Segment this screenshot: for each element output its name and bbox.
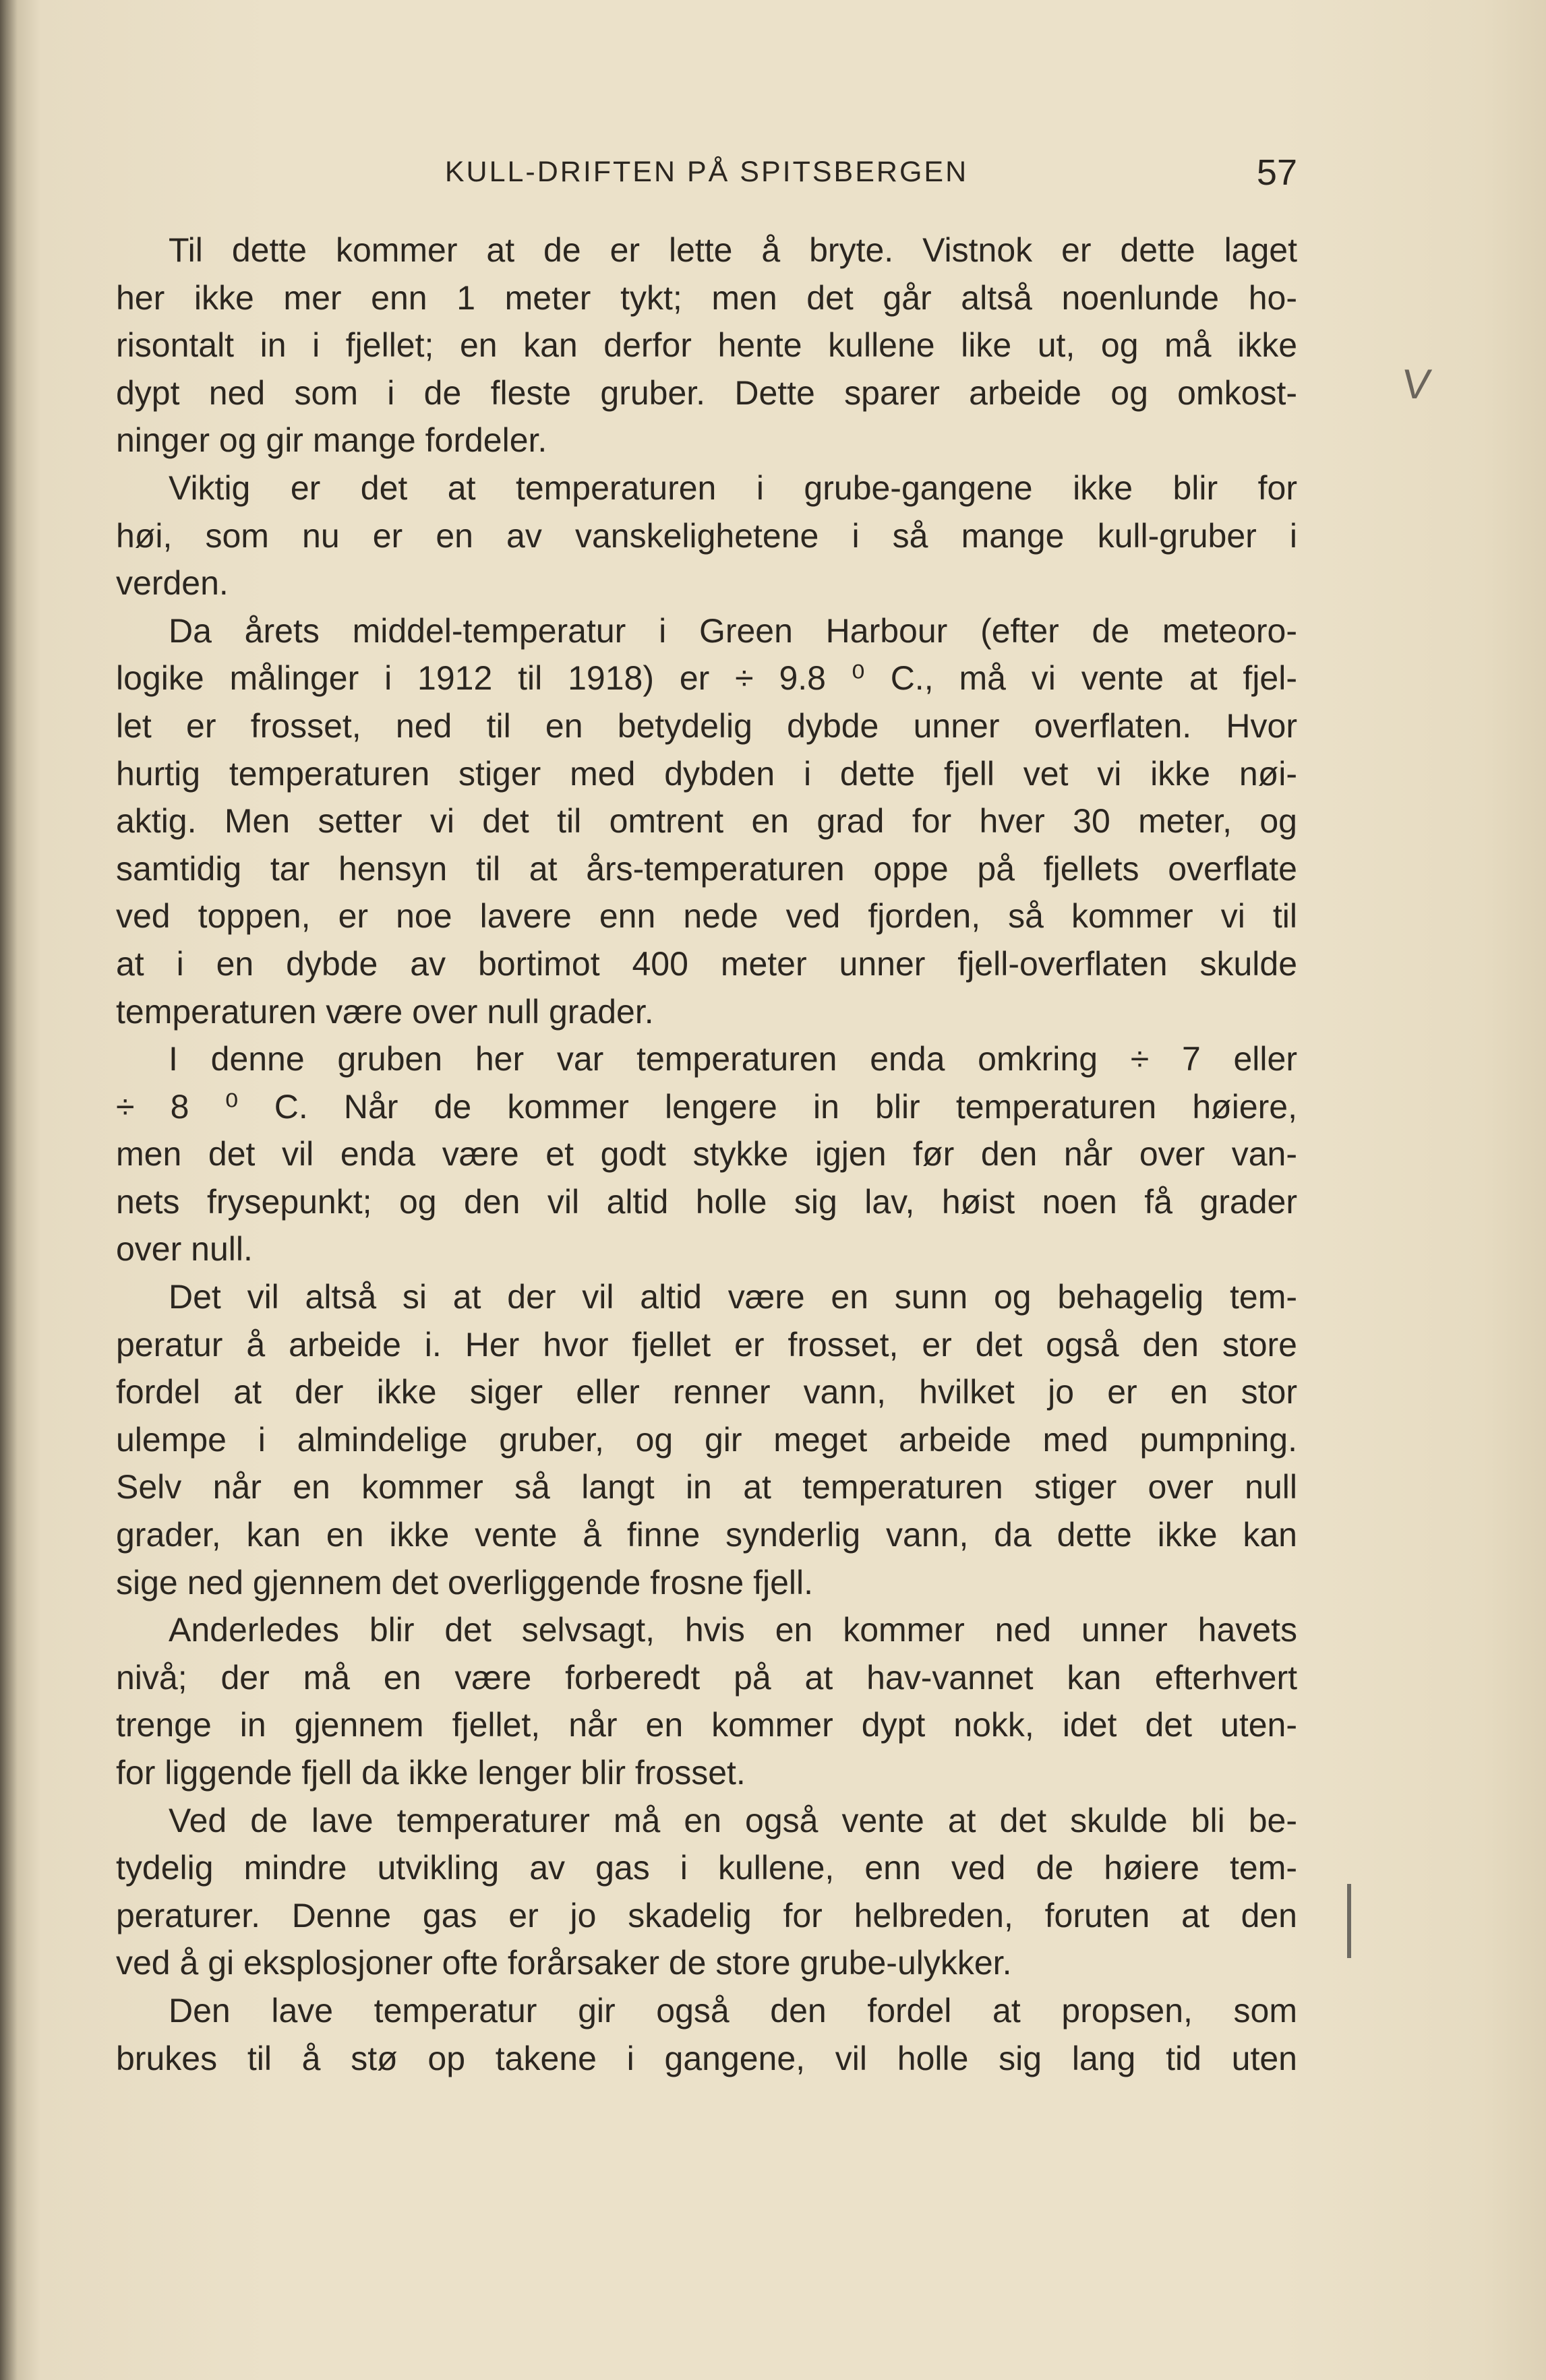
text-line: Selv når en kommer så langt in at temperaturen stiger over null: [116, 1468, 1297, 1506]
text-line: grader, kan en ikke vente å finne synderlig vann, da dette ikke kan: [116, 1516, 1297, 1554]
text-line: peratur å arbeide i. Her hvor fjellet er frosset, er det også den store: [116, 1325, 1297, 1364]
text-line: temperaturen være over null grader.: [116, 992, 654, 1031]
text-line: ved å gi eksplosjoner ofte forårsaker de store grube-ulykker.: [116, 1944, 1012, 1982]
text-line: verden.: [116, 564, 229, 603]
text-line: her ikke mer enn 1 meter tykt; men det går altså noenlunde ho-: [116, 278, 1297, 317]
page-number: 57: [1256, 152, 1297, 193]
text-line: Da årets middel-temperatur i Green Harbour (efter de meteoro-: [169, 611, 1297, 650]
text-line: hurtig temperaturen stiger med dybden i dette fjell vet vi ikke nøi-: [116, 754, 1297, 793]
text-line: Den lave temperatur gir også den fordel at propsen, som: [169, 1991, 1297, 2030]
text-line: risontalt in i fjellet; en kan derfor hente kullene like ut, og må ikke: [116, 326, 1297, 365]
body-text: [116, 226, 1297, 2082]
text-line: sige ned gjennem det overliggende frosne fjell.: [116, 1563, 814, 1601]
text-line: nivå; der må en være forberedt på at hav-vannet kan efterhvert: [116, 1658, 1297, 1697]
text-line: men det vil enda være et godt stykke igjen før den når over van-: [116, 1135, 1297, 1173]
margin-pencil-bar: [1347, 1884, 1351, 1958]
text-line: ved toppen, er noe lavere enn nede ved fjorden, så kommer vi til: [116, 897, 1297, 936]
text-line: ÷ 8 ⁰ C. Når de kommer lengere in blir temperaturen høiere,: [116, 1087, 1297, 1126]
text-line: høi, som nu er en av vanskelighetene i så mange kull-gruber i: [116, 516, 1297, 555]
text-line: for liggende fjell da ikke lenger blir frosset.: [116, 1754, 746, 1792]
text-line: Det vil altså si at der vil altid være en sunn og behagelig tem-: [169, 1278, 1297, 1316]
text-line: I denne gruben her var temperaturen enda omkring ÷ 7 eller: [169, 1040, 1297, 1078]
text-line: tydelig mindre utvikling av gas i kullene, enn ved de høiere tem-: [116, 1849, 1297, 1887]
text-line: over null.: [116, 1230, 253, 1269]
text-line: at i en dybde av bortimot 400 meter unner fjell-overflaten skulde: [116, 944, 1297, 983]
text-line: dypt ned som i de fleste gruber. Dette sparer arbeide og omkost-: [116, 373, 1297, 412]
text-line: samtidig tar hensyn til at års-temperaturen oppe på fjellets overflate: [116, 849, 1297, 888]
text-line: peraturer. Denne gas er jo skadelig for helbreden, foruten at den: [116, 1896, 1297, 1934]
text-line: Viktig er det at temperaturen i grube-gangene ikke blir for: [169, 468, 1297, 507]
text-line: let er frosset, ned til en betydelig dybde unner overflaten. Hvor: [116, 706, 1297, 745]
text-line: Til dette kommer at de er lette å bryte. Vistnok er dette laget: [169, 231, 1297, 269]
page-header: [116, 152, 1297, 199]
text-line: ninger og gir mange fordeler.: [116, 421, 547, 460]
running-title: KULL-DRIFTEN PÅ SPITSBERGEN: [444, 156, 969, 188]
text-line: aktig. Men setter vi det til omtrent en grad for hver 30 meter, og: [116, 802, 1297, 841]
text-line: ulempe i almindelige gruber, og gir meget arbeide med pumpning.: [116, 1420, 1297, 1459]
text-line: fordel at der ikke siger eller renner vann, hvilket jo er en stor: [116, 1373, 1297, 1411]
text-line: Ved de lave temperaturer må en også vente at det skulde bli be-: [169, 1801, 1297, 1839]
margin-pencil-mark: V: [1399, 361, 1434, 408]
text-line: brukes til å stø op takene i gangene, vil holle sig lang tid uten: [116, 2039, 1297, 2077]
text-line: trenge in gjennem fjellet, når en kommer dypt nokk, idet det uten-: [116, 1706, 1297, 1744]
text-line: nets frysepunkt; og den vil altid holle sig lav, høist noen få grader: [116, 1182, 1297, 1221]
text-line: Anderledes blir det selvsagt, hvis en kommer ned unner havets: [169, 1611, 1297, 1649]
text-line: logike målinger i 1912 til 1918) er ÷ 9.8 ⁰ C., må vi vente at fjel-: [116, 659, 1297, 698]
